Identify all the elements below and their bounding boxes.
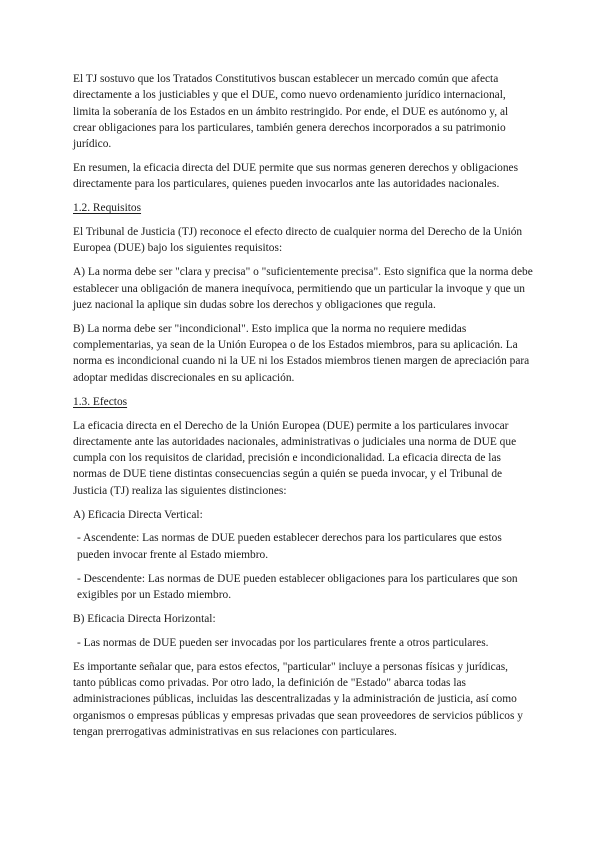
list-item: - Descendente: Las normas de DUE pueden establecer obligaciones para los particulares que son exigibles por un Estado miembro. [77, 572, 518, 601]
body-paragraph: A) La norma debe ser "clara y precisa" o "suficientemente precisa". Esto significa que la norma debe establecer una obligación de manera inequívoca, permitiendo que un particular la invoque y que un juez nacional la aplique sin dudas sobre los derechos y obligaciones que regula. [73, 266, 533, 311]
document-page [73, 71, 533, 748]
body-paragraph: En resumen, la eficacia directa del DUE permite que sus normas generen derechos y obligaciones directamente para los particulares, quienes pueden invocarlos ante las autoridades nacionales. [73, 162, 519, 191]
list-item: - Las normas de DUE pueden ser invocadas por los particulares frente a otros particulares. [77, 636, 489, 649]
body-paragraph: La eficacia directa en el Derecho de la Unión Europea (DUE) permite a los particulares invocar directamente ante las autoridades nacionales, administrativas o judiciales una norma de DUE que cumpla con los requisitos de claridad, precisión e incondicionalidad. La eficacia directa de las normas de DUE tiene distintas consecuencias según a quién se pueda invocar, y el Tribunal de Justicia (TJ) realiza las siguientes distinciones: [73, 419, 517, 497]
body-paragraph: Es importante señalar que, para estos efectos, "particular" incluye a personas físicas y jurídicas, tanto públicas como privadas. Por otro lado, la definición de "Estado" abarca todas las administraciones públicas, incluidas las descentralizadas y la administración de justicia, así como organismos o empresas públicas y empresas privadas que sean proveedores de servicios públicos y tengan prerrogativas administrativas en sus relaciones con particulares. [73, 660, 523, 738]
section-heading-efectos: 1.3. Efectos [73, 395, 128, 408]
body-paragraph: El Tribunal de Justicia (TJ) reconoce el efecto directo de cualquier norma del Derecho de la Unión Europea (DUE) bajo los siguientes requisitos: [73, 226, 523, 255]
section-heading-requisitos: 1.2. Requisitos [73, 202, 142, 215]
body-paragraph: El TJ sostuvo que los Tratados Constitutivos buscan establecer un mercado común que afecta directamente a los justiciables y que el DUE, como nuevo ordenamiento jurídico internacional, limita la soberanía de los Estados en un ámbito restringido. Por ende, el DUE es autónomo y, al crear obligaciones para los particulares, también genera derechos incorporados a su patrimonio jurídico. [73, 73, 509, 151]
subsection-label: B) Eficacia Directa Horizontal: [73, 612, 216, 625]
body-paragraph: B) La norma debe ser "incondicional". Esto implica que la norma no requiere medidas complementarias, ya sean de la Unión Europea o de los Estados miembros, para su aplicación. La norma es incondicional cuando ni la UE ni los Estados miembros tienen margen de apreciación para adoptar medidas discrecionales en su aplicación. [73, 322, 530, 384]
subsection-label: A) Eficacia Directa Vertical: [73, 508, 203, 521]
list-item: - Ascendente: Las normas de DUE pueden establecer derechos para los particulares que estos pueden invocar frente al Estado miembro. [77, 532, 502, 561]
